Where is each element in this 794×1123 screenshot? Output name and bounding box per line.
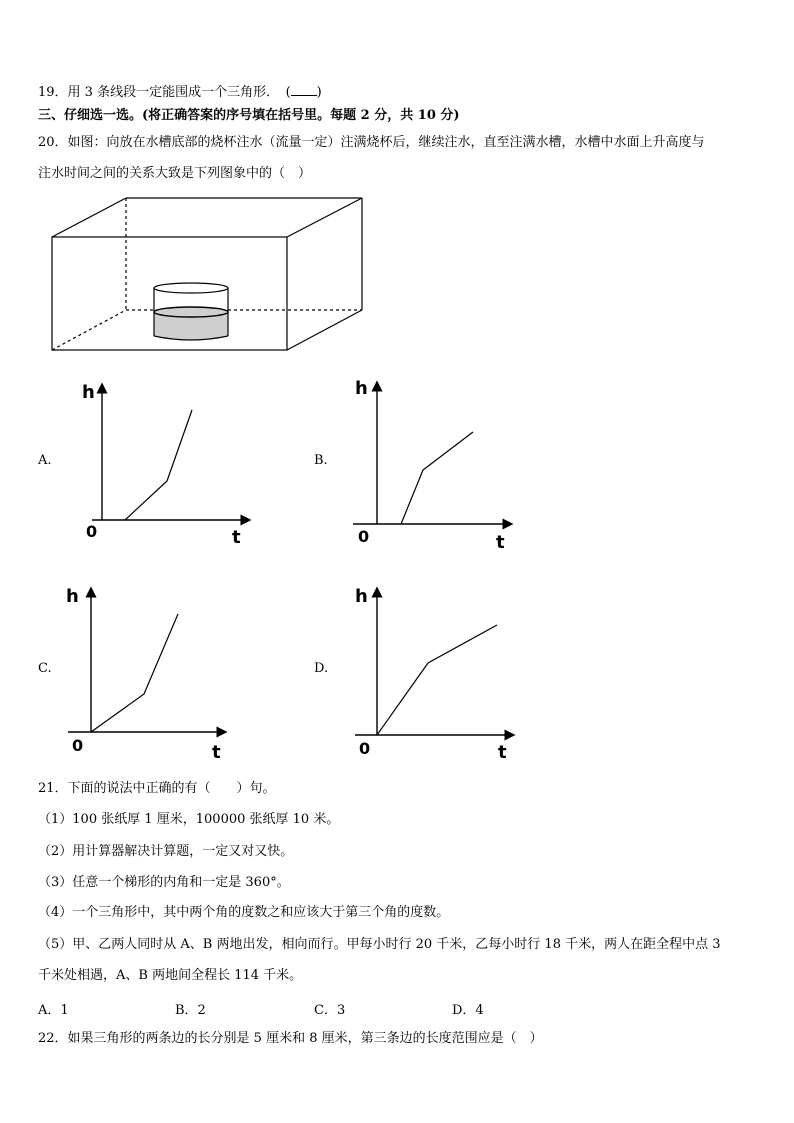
q21-statement-3: （3）任意一个梯形的内角和一定是 360°。 [38, 875, 290, 890]
origin-label: 0 [359, 739, 371, 758]
q21-statement-1: （1）100 张纸厚 1 厘米，100000 张纸厚 10 米。 [38, 812, 340, 827]
question-19-text: 19．用 3 条线段一定能围成一个三角形． ( [38, 85, 291, 100]
axis-label-h: h [66, 586, 79, 607]
q21-statement-5: （5）甲、乙两人同时从 A、B 两地出发，相向而行。甲每小时行 20 千米，乙每小时行 18 千米，两人在距全程中点 3 [38, 937, 721, 952]
graph-line [91, 614, 178, 732]
answer-blank[interactable] [291, 83, 317, 96]
origin-label: 0 [358, 527, 370, 546]
option-b-label[interactable]: B. [314, 453, 328, 468]
graph-line [401, 432, 473, 524]
choice-a[interactable]: A．1 [38, 1003, 69, 1018]
axis-label-t: t [232, 527, 241, 548]
choice-b[interactable]: B．2 [175, 1003, 206, 1018]
question-19-close: ) [316, 85, 322, 100]
section-3-heading: 三、仔细选一选。(将正确答案的序号填在括号里。每题 2 分，共 10 分) [38, 108, 460, 123]
axis-label-t: t [498, 742, 507, 761]
graph-line [377, 625, 497, 735]
graph-b [350, 376, 530, 551]
axis-label-t: t [212, 742, 221, 761]
origin-label: 0 [86, 522, 98, 541]
question-20-line1: 20．如图：向放在水槽底部的烧杯注水（流量一定）注满烧杯后，继续注水，直至注满水槽，水槽中水面上升高度与 [38, 135, 705, 150]
choice-d[interactable]: D．4 [452, 1003, 484, 1018]
axis-label-h: h [355, 586, 368, 607]
axis-label-h: h [355, 378, 368, 399]
option-a-label[interactable]: A. [38, 453, 52, 468]
q21-statement-2: （2）用计算器解决计算题，一定又对又快。 [38, 844, 294, 859]
graph-d [350, 586, 530, 761]
option-c-label[interactable]: C. [38, 661, 52, 676]
q21-statement-5-cont: 千米处相遇，A、B 两地间全程长 114 千米。 [38, 968, 303, 983]
graph-line [125, 410, 192, 520]
q21-statement-4: （4）一个三角形中，其中两个角的度数之和应该大于第三个角的度数。 [38, 905, 450, 920]
tank-diagram [40, 192, 370, 357]
graph-c [62, 586, 242, 761]
option-d-label[interactable]: D. [314, 661, 329, 676]
question-21-stem: 21．下面的说法中正确的有（ ）句。 [38, 781, 276, 796]
graph-a [80, 376, 260, 551]
origin-label: 0 [72, 736, 84, 755]
axis-label-h: h [82, 382, 95, 403]
question-22: 22．如果三角形的两条边的长分别是 5 厘米和 8 厘米，第三条边的长度范围应是（ ） [38, 1031, 543, 1046]
question-20-line2: 注水时间之间的关系大致是下列图象中的（ ） [38, 166, 312, 181]
choice-c[interactable]: C．3 [314, 1003, 346, 1018]
beaker [154, 283, 228, 340]
axis-label-t: t [496, 532, 505, 551]
question-19 [38, 83, 322, 101]
